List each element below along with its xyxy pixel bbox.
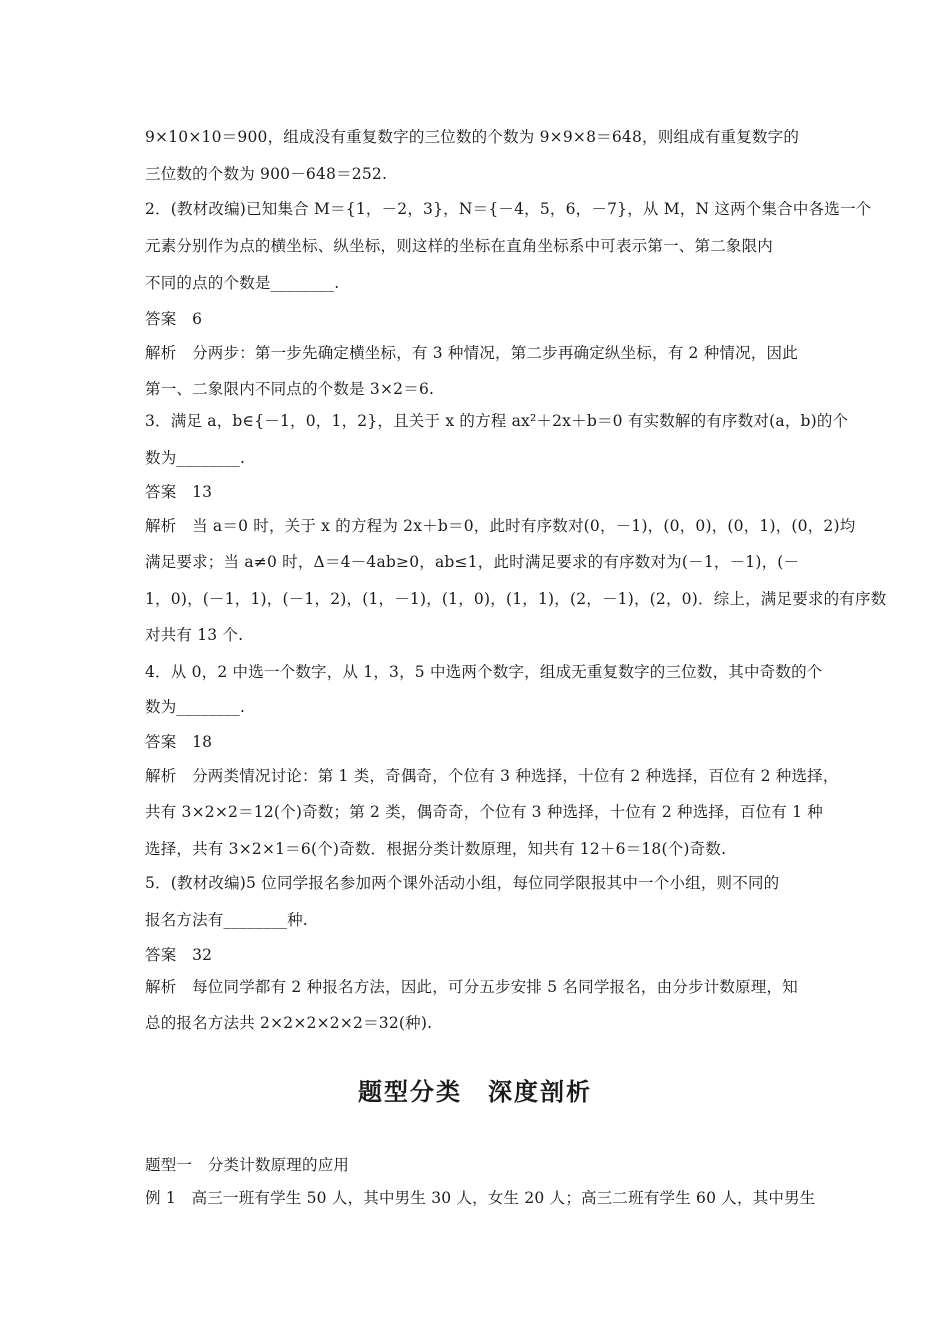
text-line: 共有 3×2×2＝12(个)奇数；第 2 类，偶奇奇，个位有 3 种选择，十位有 2 种选择，百位有 1 种 <box>145 803 823 821</box>
answer-4: 答案 18 <box>145 733 213 751</box>
topic-heading: 题型一 分类计数原理的应用 <box>145 1156 350 1174</box>
text-line: 对共有 13 个. <box>145 626 244 644</box>
section-title: 题型分类 深度剖析 <box>358 1078 592 1106</box>
text-line: 1，0)，(－1，1)，(－1，2)，(1，－1)，(1，0)，(1，1)，(2，－1)，(2，0)．综上，满足要求的有序数 <box>145 590 887 608</box>
explanation-4: 解析 分两类情况讨论：第 1 类，奇偶奇，个位有 3 种选择，十位有 2 种选择，百位有 2 种选择， <box>145 767 839 785</box>
answer-3: 答案 13 <box>145 483 213 501</box>
text-line: 选择，共有 3×2×1＝6(个)奇数．根据分类计数原理，知共有 12＋6＝18(个)奇数. <box>145 840 727 858</box>
explanation-3: 解析 当 a＝0 时，关于 x 的方程为 2x＋b＝0，此时有序数对(0，－1)，(0，0)，(0，1)，(0，2)均 <box>145 517 856 535</box>
example-1: 例 1 高三一班有学生 50 人，其中男生 30 人，女生 20 人；高三二班有学生 60 人，其中男生 <box>145 1189 816 1207</box>
answer-5: 答案 32 <box>145 946 213 964</box>
explanation-5: 解析 每位同学都有 2 种报名方法，因此，可分五步安排 5 名同学报名，由分步计数原理，知 <box>145 978 798 996</box>
answer-2: 答案 6 <box>145 310 203 328</box>
question-4: 4．从 0，2 中选一个数字，从 1，3，5 中选两个数字，组成无重复数字的三位数，其中奇数的个 <box>145 663 823 681</box>
text-line: 元素分别作为点的横坐标、纵坐标，则这样的坐标在直角坐标系中可表示第一、第二象限内 <box>145 237 774 255</box>
text-line: 不同的点的个数是________. <box>145 274 340 292</box>
text-line: 数为________. <box>145 698 246 716</box>
text-line: 数为________. <box>145 449 246 467</box>
text-line: 第一、二象限内不同点的个数是 3×2＝6. <box>145 380 435 398</box>
question-3: 3．满足 a，b∈{－1，0，1，2}，且关于 x 的方程 ax²＋2x＋b＝0 有实数解的有序数对(a，b)的个 <box>145 412 849 430</box>
explanation-2: 解析 分两步：第一步先确定横坐标，有 3 种情况，第二步再确定纵坐标，有 2 种情况，因此 <box>145 344 798 362</box>
text-line: 9×10×10＝900，组成没有重复数字的三位数的个数为 9×9×8＝648，则组成有重复数字的 <box>145 128 800 146</box>
question-2: 2．(教材改编)已知集合 M＝{1，－2，3}，N＝{－4，5，6，－7}，从 M，N 这两个集合中各选一个 <box>145 200 872 218</box>
text-line: 三位数的个数为 900－648＝252. <box>145 165 388 183</box>
text-line: 报名方法有________种. <box>145 911 308 929</box>
question-5: 5．(教材改编)5 位同学报名参加两个课外活动小组，每位同学限报其中一个小组，则不同的 <box>145 874 780 892</box>
text-line: 总的报名方法共 2×2×2×2×2＝32(种). <box>145 1014 433 1032</box>
text-line: 满足要求；当 a≠0 时，Δ＝4－4ab≥0，ab≤1，此时满足要求的有序数对为(－1，－1)，(－ <box>145 553 800 571</box>
